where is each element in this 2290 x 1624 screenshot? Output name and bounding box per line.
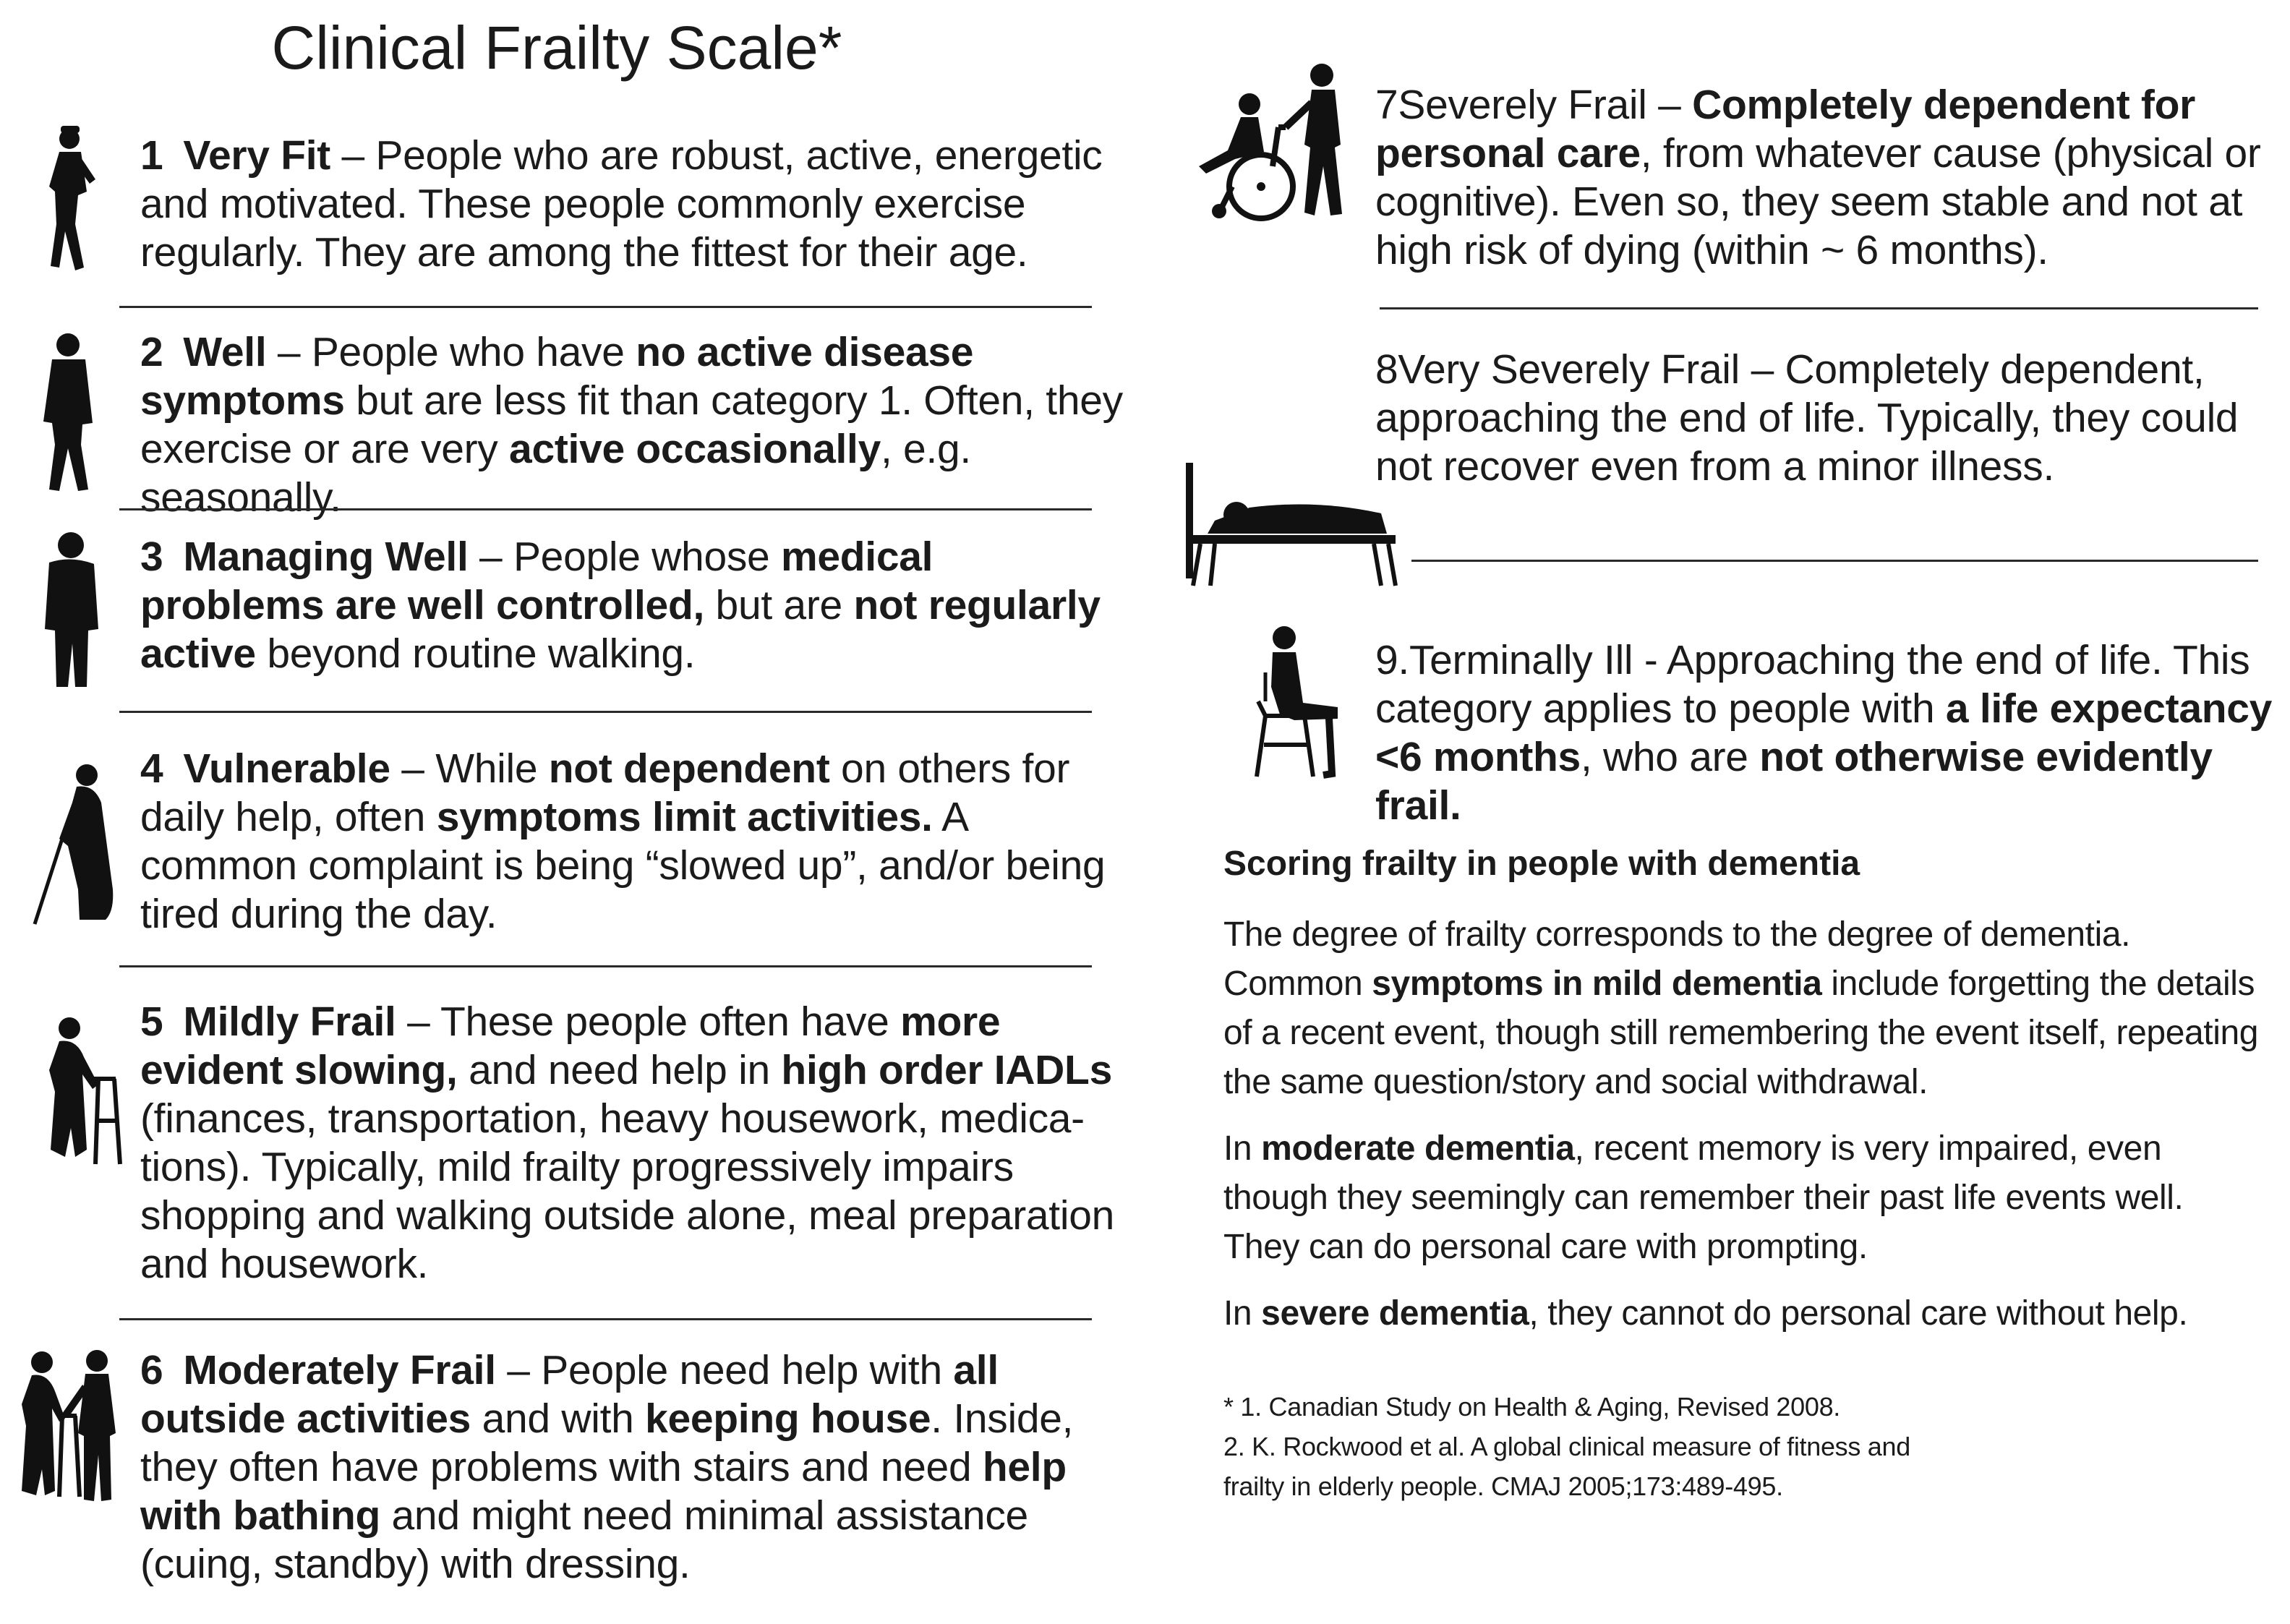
- text-run: and need help in: [457, 1047, 782, 1093]
- category-6: [0, 1338, 1128, 1612]
- text-run: , from whatever cause (physical or cognitive). Even so, they seem stable and not at high risk of dying (within ~ 6 months).: [1375, 130, 2261, 273]
- category-text: [1375, 81, 2279, 275]
- text-run: – People whose: [468, 534, 781, 580]
- divider: [119, 1318, 1092, 1320]
- text-run: and with: [471, 1396, 646, 1442]
- bold-text: medical problems are well controlled,: [140, 534, 933, 628]
- category-number: 6: [140, 1347, 163, 1393]
- text-run: (finances, transportation, heavy housework, medica-tions). Typically, mild frailty progressively impairs shopping and walking outside alone, meal preparation and housework.: [140, 1095, 1115, 1287]
- dementia-heading: Scoring frailty in people with dementia: [1223, 845, 1860, 883]
- category-text: [140, 533, 1124, 678]
- category-text: [140, 1346, 1124, 1589]
- category-name: Moderately Frail: [183, 1347, 496, 1393]
- divider: [119, 306, 1092, 308]
- text-run: but are less fit than category 1. Often, they exercise or are very: [140, 377, 1123, 472]
- footnote: frailty in elderly people. CMAJ 2005;173:489-495.: [1223, 1471, 1783, 1501]
- text-run: The degree of frailty corresponds to the degree of dementia. Common: [1223, 915, 2131, 1003]
- divider: [119, 508, 1092, 510]
- text-run: , e.g. seasonally.: [140, 426, 971, 521]
- text-run: –: [1646, 82, 1693, 128]
- bold-text: symptoms in mild dementia: [1372, 965, 1822, 1003]
- dementia-paragraph: [1223, 910, 2265, 1107]
- text-run: – Completely dependent, approaching the end of life. Typically, they could not recover even from a minor illness.: [1375, 346, 2239, 490]
- footnotes: [1223, 1387, 2091, 1506]
- text-run: include forgetting the details of a recent event, though still remembering the event itself, repeating the same question/story and social withdrawal.: [1223, 965, 2259, 1101]
- divider: [119, 965, 1092, 967]
- text-run: – People who have: [266, 329, 636, 375]
- category-1: [0, 123, 1128, 311]
- seated-person-icon: [1244, 622, 1367, 792]
- text-run: on others for daily help, often: [140, 745, 1070, 840]
- wheelchair-with-helper-icon: [1177, 58, 1372, 228]
- standing-man-icon: [17, 528, 126, 694]
- category-name: Terminally Ill: [1409, 637, 1633, 683]
- category-9: [1171, 615, 2285, 829]
- category-3: [0, 524, 1128, 705]
- bold-text: active occasionally: [509, 426, 881, 472]
- category-text: [140, 998, 1124, 1288]
- bold-text: Completely dependent for personal care: [1375, 82, 2195, 176]
- divider: [1411, 560, 2258, 562]
- category-name: Mildly Frail: [183, 999, 396, 1045]
- category-name: Vulnerable: [183, 745, 390, 792]
- page-title: Clinical Frailty Scale*: [271, 14, 842, 82]
- category-text: [1375, 636, 2290, 830]
- category-text: [1375, 346, 2279, 491]
- category-2: [0, 322, 1128, 521]
- dementia-section: [1223, 842, 2265, 1356]
- bold-text: moderate dementia: [1261, 1129, 1575, 1168]
- text-run: – People who are robust, active, energetic and motivated. These people commonly exercise regularly. They are among the fittest for their age.: [140, 132, 1103, 275]
- text-run: – While: [390, 745, 549, 792]
- category-name: Managing Well: [183, 534, 469, 580]
- text-run: In: [1223, 1294, 1262, 1333]
- category-name: Very Fit: [183, 132, 330, 179]
- footnote: 2. K. Rockwood et al. A global clinical measure of fitness and: [1223, 1432, 1910, 1461]
- category-number: 7: [1375, 82, 1398, 128]
- bold-text: more evident slowing,: [140, 999, 1001, 1093]
- category-5: [0, 983, 1128, 1309]
- text-run: but are: [704, 582, 854, 628]
- category-number: 1: [140, 132, 163, 179]
- text-run: – People need help with: [495, 1347, 954, 1393]
- person-with-walker-icon: [29, 1012, 137, 1186]
- text-run: - Approaching the end of life. This category applies to people with: [1375, 637, 2250, 732]
- person-in-bed-icon: [1186, 463, 1403, 597]
- bold-text: not otherwise evidently frail.: [1375, 734, 2213, 829]
- category-number: 3: [140, 534, 163, 580]
- walking-man-icon: [17, 329, 126, 495]
- category-number: 4: [140, 745, 163, 792]
- category-number: 8: [1375, 346, 1398, 393]
- dementia-paragraph: [1223, 1289, 2265, 1338]
- category-number: 2: [140, 329, 163, 375]
- fit-walking-man-icon: [17, 123, 126, 282]
- bold-text: all outside activities: [140, 1347, 999, 1442]
- bold-text: not dependent: [548, 745, 830, 792]
- dementia-paragraph: [1223, 1124, 2265, 1272]
- category-text: [140, 328, 1124, 522]
- bold-text: no active disease symptoms: [140, 329, 974, 424]
- category-number: 9.: [1375, 637, 1409, 683]
- bold-text: help with bathing: [140, 1444, 1067, 1539]
- category-text: [140, 132, 1124, 277]
- text-run: , recent memory is very impaired, even though they seemingly can remember their past life events well. They can do personal care with prompting.: [1223, 1129, 2184, 1266]
- category-7: [1171, 58, 2285, 296]
- text-run: . Inside, they often have problems with stairs and need: [140, 1396, 1074, 1490]
- category-8: [1171, 333, 2285, 593]
- divider: [1380, 307, 2258, 309]
- text-run: and might need minimal assistance (cuing, standby) with dressing.: [140, 1492, 1028, 1587]
- category-number: 5: [140, 999, 163, 1045]
- category-name: Severely Frail: [1398, 82, 1647, 128]
- bold-text: severe dementia: [1261, 1294, 1529, 1333]
- category-4: [0, 730, 1128, 962]
- text-run: , they cannot do personal care without help.: [1529, 1294, 2188, 1333]
- person-with-walker-and-helper-icon: [7, 1346, 116, 1520]
- bold-text: keeping house: [645, 1396, 931, 1442]
- person-with-cane-icon: [25, 759, 133, 933]
- text-run: beyond routine walking.: [255, 631, 696, 677]
- bold-text: a life expectancy <6 months: [1375, 685, 2273, 780]
- text-run: , who are: [1580, 734, 1760, 780]
- bold-text: high order IADLs: [781, 1047, 1112, 1093]
- divider: [119, 711, 1092, 713]
- text-run: A common complaint is being “slowed up”, and/or being tired during the day.: [140, 794, 1106, 937]
- text-run: – These people often have: [396, 999, 901, 1045]
- footnote: * 1. Canadian Study on Health & Aging, Revised 2008.: [1223, 1392, 1840, 1422]
- category-name: Very Severely Frail: [1398, 346, 1740, 393]
- category-name: Well: [183, 329, 267, 375]
- category-text: [140, 745, 1124, 939]
- bold-text: not regularly active: [140, 582, 1101, 677]
- text-run: In: [1223, 1129, 1262, 1168]
- bold-text: symptoms limit activities.: [436, 794, 933, 840]
